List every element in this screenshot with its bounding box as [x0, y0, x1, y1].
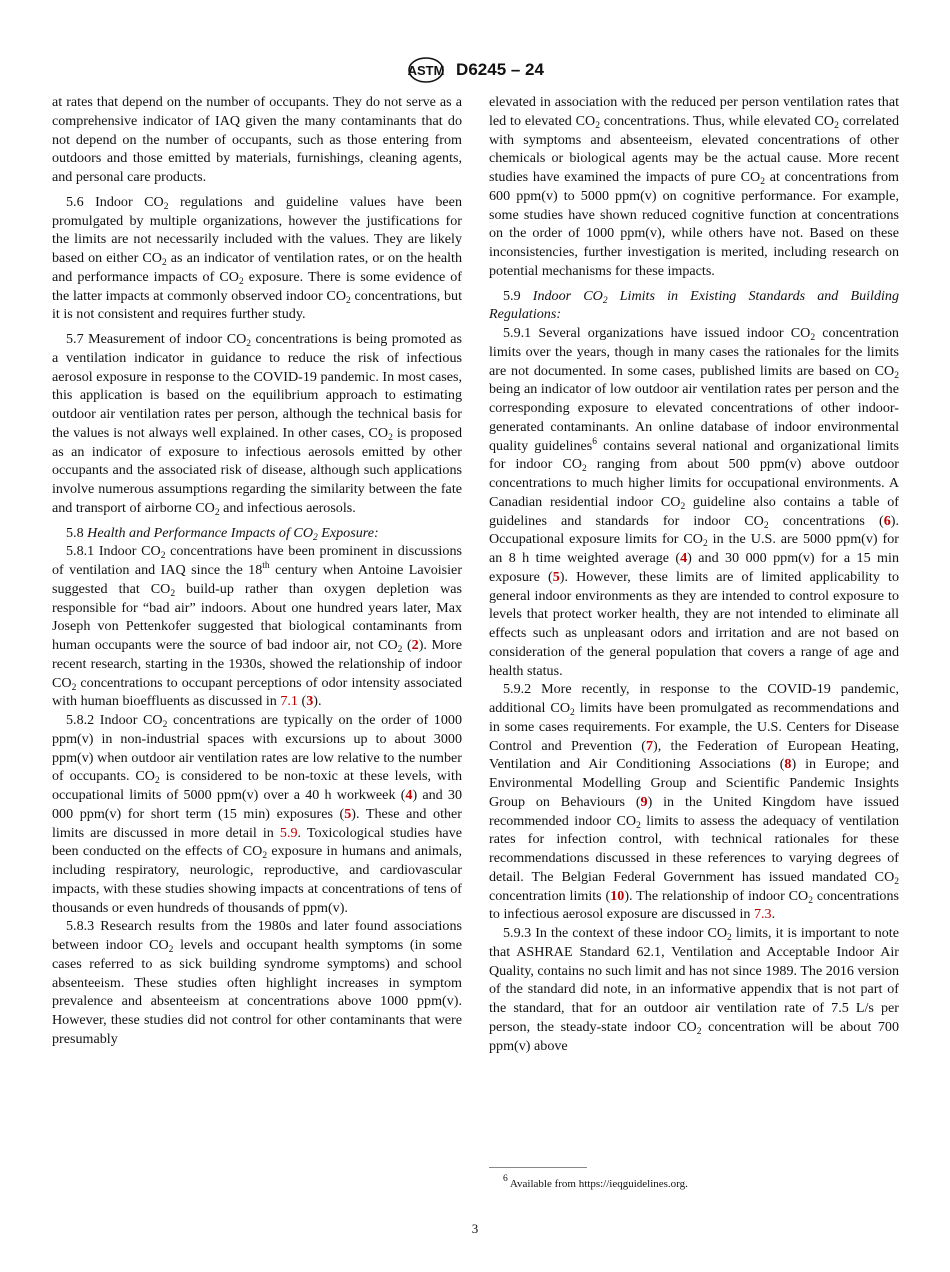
reference-citation[interactable]: (2) — [406, 637, 424, 653]
subscript: 2 — [834, 120, 839, 131]
superscript: th — [262, 561, 270, 571]
text-run: in the U.S. are 5000 ppm(v) for an 8 h time weighted average — [489, 531, 899, 566]
text-run: concentrations to occupant perceptions of odor intensity associated with human bioeffluents as discussed in — [52, 674, 462, 710]
paragraph — [52, 330, 462, 518]
text-run: . More recent research, starting in the 1930s, showed the relationship of indoor CO — [52, 637, 462, 691]
text-run: in the United Kingdom have issued recommended indoor CO — [489, 793, 899, 829]
footnote-mark: 6 — [503, 1174, 508, 1184]
right-column — [489, 93, 899, 1055]
text-run: 5.7 Measurement of indoor CO — [66, 331, 247, 347]
paragraph — [52, 917, 462, 1048]
subscript: 2 — [162, 720, 168, 730]
text-run: concentrations have been prominent in discussions of ventilation and IAQ since the 18 — [52, 543, 463, 578]
text-run: limits to assess the adequacy of ventilation rates for infection control, with technical rationales for these recommendations discussed in these references to varying degrees of detail. The Belgian Federal Government has issued mandated CO — [489, 812, 899, 885]
subscript: 2 — [763, 520, 769, 531]
reference-citation[interactable]: (4) — [400, 787, 418, 803]
subscript: 2 — [214, 507, 220, 518]
text-run: concentration limits — [489, 887, 606, 904]
text-run: contains several national and organizational limits for indoor CO — [489, 437, 899, 473]
subscript: 2 — [894, 370, 899, 381]
subscript: 2 — [595, 120, 600, 131]
text-run: and infectious aerosols. — [219, 499, 356, 516]
subscript: 2 — [570, 708, 575, 718]
text-run: 5.9.3 In the context of these indoor CO — [503, 925, 728, 941]
text-run: , the Federation of European Heating, Ventilation and Air Conditioning Associations — [489, 737, 899, 773]
text-run: in Europe; and Environmental Modelling Group and Scientific Pandemic Insights Group on Behaviours — [489, 756, 899, 810]
text-run: elevated in association with the reduced per person ventilation rates that led to elevated CO — [489, 94, 899, 129]
text-run: 5.8.3 Research results from the 1980s and later found associations between indoor CO — [52, 918, 462, 953]
subscript: 2 — [727, 933, 732, 943]
paragraph — [489, 93, 899, 281]
text-run: 5.8.1 Indoor CO — [66, 543, 161, 560]
svg-text:ASTM: ASTM — [407, 63, 445, 78]
subscript: 2 — [680, 501, 686, 512]
footnote-text: Available from https://ieqguidelines.org. — [507, 1178, 688, 1190]
text-run: . — [771, 906, 776, 923]
reference-number[interactable]: 8 — [784, 756, 792, 773]
subscript: 2 — [810, 333, 816, 343]
text-run: concentrations to infectious aerosol exposure are discussed in — [489, 887, 899, 923]
paragraph — [489, 924, 899, 1055]
text-run: and 30 000 ppm(v) for short term (15 min) exposures — [52, 787, 463, 822]
reference-number[interactable]: 5 — [344, 805, 352, 822]
page-header — [0, 56, 950, 84]
text-run: regulations and guideline values have been promulgated by multiple organizations, however the justifications for the limits are not necessarily included with the values. They are likely based on either CO — [52, 193, 462, 266]
text-run: as an indicator of ventilation rates, or on the health and performance impacts of CO — [52, 250, 462, 285]
paragraph — [52, 542, 462, 711]
text-run: . The relationship of indoor CO — [629, 887, 809, 904]
reference-citation[interactable]: (7) — [641, 737, 658, 754]
reference-citation[interactable]: (3) — [301, 693, 318, 710]
text-run: concentration will be about 700 ppm(v) above — [489, 1018, 899, 1054]
superscript: 6 — [592, 436, 597, 447]
reference-citation[interactable]: (8) — [779, 756, 797, 773]
astm-logo-icon — [406, 56, 446, 84]
section-heading-text: Indoor CO — [532, 287, 603, 304]
subscript: 2 — [163, 201, 169, 212]
subscript: 2 — [168, 945, 174, 955]
document-designation: D6245 – 24 — [456, 60, 544, 79]
text-run: correlated with symptoms and absenteeism, elevated concentrations of other chemicals or biological agents may be the actual cause. More recent studies have examined the impacts of pure CO — [489, 112, 900, 185]
text-run: 5.9.1 Several organizations have issued indoor CO — [503, 325, 811, 341]
subscript: 2 — [238, 276, 244, 287]
subscript: 2 — [346, 295, 351, 306]
text-run: levels and occupant health symptoms (in some cases referred to as sick building syndrome symptoms) and school absenteeism. These studies often highlight increases in symptom prevalence and absenteeism at concentrations above 1000 ppm(v). However, these studies did not control for other contaminants that were presumably — [52, 937, 462, 1047]
text-run: exposure in humans and animals, including respiratory, neurologic, reproductive, and cardiovascular impacts, with these studies showing impacts at concentrations of tens of thousands or even hundreds of thousands of ppm(v). — [52, 843, 462, 916]
footnote — [503, 1174, 688, 1190]
text-run: and 30 000 ppm(v) for a 15 min exposure — [489, 550, 899, 585]
paragraph — [52, 524, 462, 543]
section-link[interactable]: 7.3 — [753, 906, 772, 923]
text-run: concentration limits over the years, though in many cases the rationales for the limits are not documented. In some cases, published limits are based on CO — [489, 325, 899, 379]
text-run: concentrations — [768, 512, 880, 529]
reference-citation[interactable]: (9) — [635, 793, 653, 810]
subscript: 2 — [262, 851, 268, 862]
subscript: 2 — [170, 588, 176, 599]
subscript: 2 — [246, 339, 252, 349]
text-run: 5.9.2 More recently, in response to the COVID-19 pandemic, additional CO — [489, 681, 899, 716]
reference-number[interactable]: 4 — [680, 550, 688, 566]
subscript: 2 — [581, 464, 587, 475]
text-run: build-up rather than oxygen depletion was responsible for “bad air” indoors. About one hundred years later, Max Joseph von Pettenkofer suggested that biological contaminants from human occupants were the source of bad indoor air, not CO — [52, 580, 462, 653]
subscript: 2 — [894, 876, 899, 887]
text-run: . Occupational exposure limits for CO — [489, 512, 899, 548]
text-run: concentrations. Thus, while elevated CO — [599, 112, 835, 129]
section-link[interactable]: 5.9 — [279, 824, 298, 841]
subscript: 2 — [162, 258, 167, 268]
reference-citation[interactable]: (4) — [675, 550, 692, 566]
reference-number[interactable]: 10 — [610, 887, 625, 904]
reference-citation[interactable]: (6) — [879, 512, 896, 529]
subscript: 2 — [397, 645, 403, 655]
reference-number[interactable]: 3 — [306, 693, 314, 710]
text-run: 5.8.2 Indoor CO — [66, 712, 163, 728]
section-link[interactable]: 7.1 — [280, 693, 298, 710]
reference-number[interactable]: 4 — [405, 787, 413, 803]
subscript: 2 — [636, 820, 641, 831]
text-run: limits, it is important to note that ASHRAE Standard 62.1, Ventilation and Acceptable Indoor Air Quality, contains no such limit and has not since 1989. The 2016 version of the standard did note, in an informative appendix that is not part of the standard, that for an outdoor air ventilation rate of 7.5 L/s per person, the steady-state indoor CO — [489, 925, 899, 1035]
subscript: 2 — [388, 432, 393, 443]
paragraph — [52, 193, 462, 324]
text-run: at rates that depend on the number of occupants. They do not serve as a comprehensive indicator of IAQ given the many contaminants that do not depend on the number of occupants, such as those entering from outdoors and those emitted by materials, furnishings, cleaning agents, and personal care products. — [52, 94, 462, 185]
reference-number[interactable]: 9 — [640, 793, 648, 810]
text-run: ranging from about 500 ppm(v) above outdoor concentrations to much higher limits for occupational environments. A Canadian residential indoor CO — [489, 456, 899, 510]
text-run: . Toxicological studies have been conducted on the effects of CO — [52, 824, 462, 860]
subscript: 2 — [154, 776, 160, 787]
text-run: at concentrations from 600 ppm(v) to 5000 ppm(v) on cognitive performance. For example, some studies have shown reduced cognitive function at concentrations on the order of 1000 ppm(v), while others have not. Based on these inconsistencies, further investigation is merited, including research on potential mechanisms for these impacts. — [489, 169, 899, 279]
text-run: concentrations is being promoted as a ventilation indicator in guidance to reduce the risk of infectious aerosol exposure in response to the COVID-19 pandemic. In most cases, this application is based on the equilibrium approach to estimating outdoor air ventilation rates per person, although the technical basis for the values is not always well explained. In other cases, CO — [52, 331, 463, 441]
subscript: 2 — [313, 532, 318, 543]
text-run: concentrations are typically on the order of 1000 ppm(v) in non-industrial spaces with excursions up to about 3000 ppm(v) when outdoor air ventilation rates are low relative to the number of occupants. CO — [52, 712, 462, 785]
reference-number[interactable]: 7 — [646, 737, 654, 754]
section-heading-text: Exposure: — [317, 524, 379, 541]
reference-number[interactable]: 6 — [883, 512, 891, 529]
subscript: 2 — [696, 1026, 702, 1037]
footnote-divider — [489, 1167, 587, 1168]
paragraph — [489, 680, 899, 924]
text-run: 5.6 Indoor CO — [66, 193, 164, 210]
paragraph — [52, 93, 462, 187]
text-run: exposure. There is some evidence of the latter impacts at commonly observed indoor CO — [52, 268, 462, 304]
text-run: being an indicator of low outdoor air ventilation rates per person and the corresponding exposure to elevated concentrations of other indoor-generated contaminants. An online database of indoor environmental quality guidelines — [489, 381, 899, 454]
text-run: is considered to be non-toxic at these levels, with occupational limits of 5000 ppm(v) over a 40 h workweek — [52, 768, 462, 803]
subscript: 2 — [702, 539, 708, 550]
text-run: 5.8 — [66, 524, 88, 541]
section-heading-text: Health and Performance Impacts of CO — [87, 524, 313, 541]
text-run: . — [317, 693, 322, 710]
text-run: . However, these limits are of limited applicability to general indoor environments as they are intended to control exposure to levels that protect worker health, they are not intended to eliminate all effects such as unpleasant odors and irritation and are not based on consideration of the general population that covers a range of age and health status. — [489, 568, 899, 679]
paragraph — [52, 711, 462, 917]
reference-citation[interactable]: (5) — [548, 568, 565, 585]
text-run: concentrations, but it is not consistent and requires further study. — [52, 287, 462, 323]
subscript: 2 — [71, 682, 77, 693]
text-run: 5.9 — [503, 287, 533, 304]
subscript: 2 — [602, 295, 608, 306]
text-run: century when Antoine Lavoisier suggested that CO — [52, 562, 463, 597]
text-run: guideline also contains a table of guidelines and standards for indoor CO — [489, 493, 899, 529]
subscript: 2 — [160, 551, 166, 562]
reference-citation[interactable]: (10) — [605, 887, 630, 904]
paragraph — [489, 287, 899, 325]
text-run: . These and other limits are discussed in more detail in — [52, 805, 462, 841]
paragraph — [489, 324, 899, 680]
reference-citation[interactable]: (5) — [339, 805, 356, 822]
text-run: is proposed as an indicator of exposure to infectious aerosols emitted by other occupants and the associated risk of disease, although such applications involve numerous assumptions regarding the similarity between the fate and transport of airborne CO — [52, 424, 462, 516]
page-number: 3 — [471, 1221, 479, 1236]
subscript: 2 — [760, 177, 765, 187]
left-column — [52, 93, 462, 1049]
section-heading-text: Limits in Existing Standards and Building Regulations: — [489, 287, 900, 323]
text-run: limits have been promulgated as recommendations and in some cases requirements. For example, the U.S. Centers for Disease Control and Prevention — [489, 700, 899, 754]
reference-number[interactable]: 2 — [411, 637, 419, 653]
reference-number[interactable]: 5 — [552, 568, 560, 585]
subscript: 2 — [808, 895, 813, 906]
